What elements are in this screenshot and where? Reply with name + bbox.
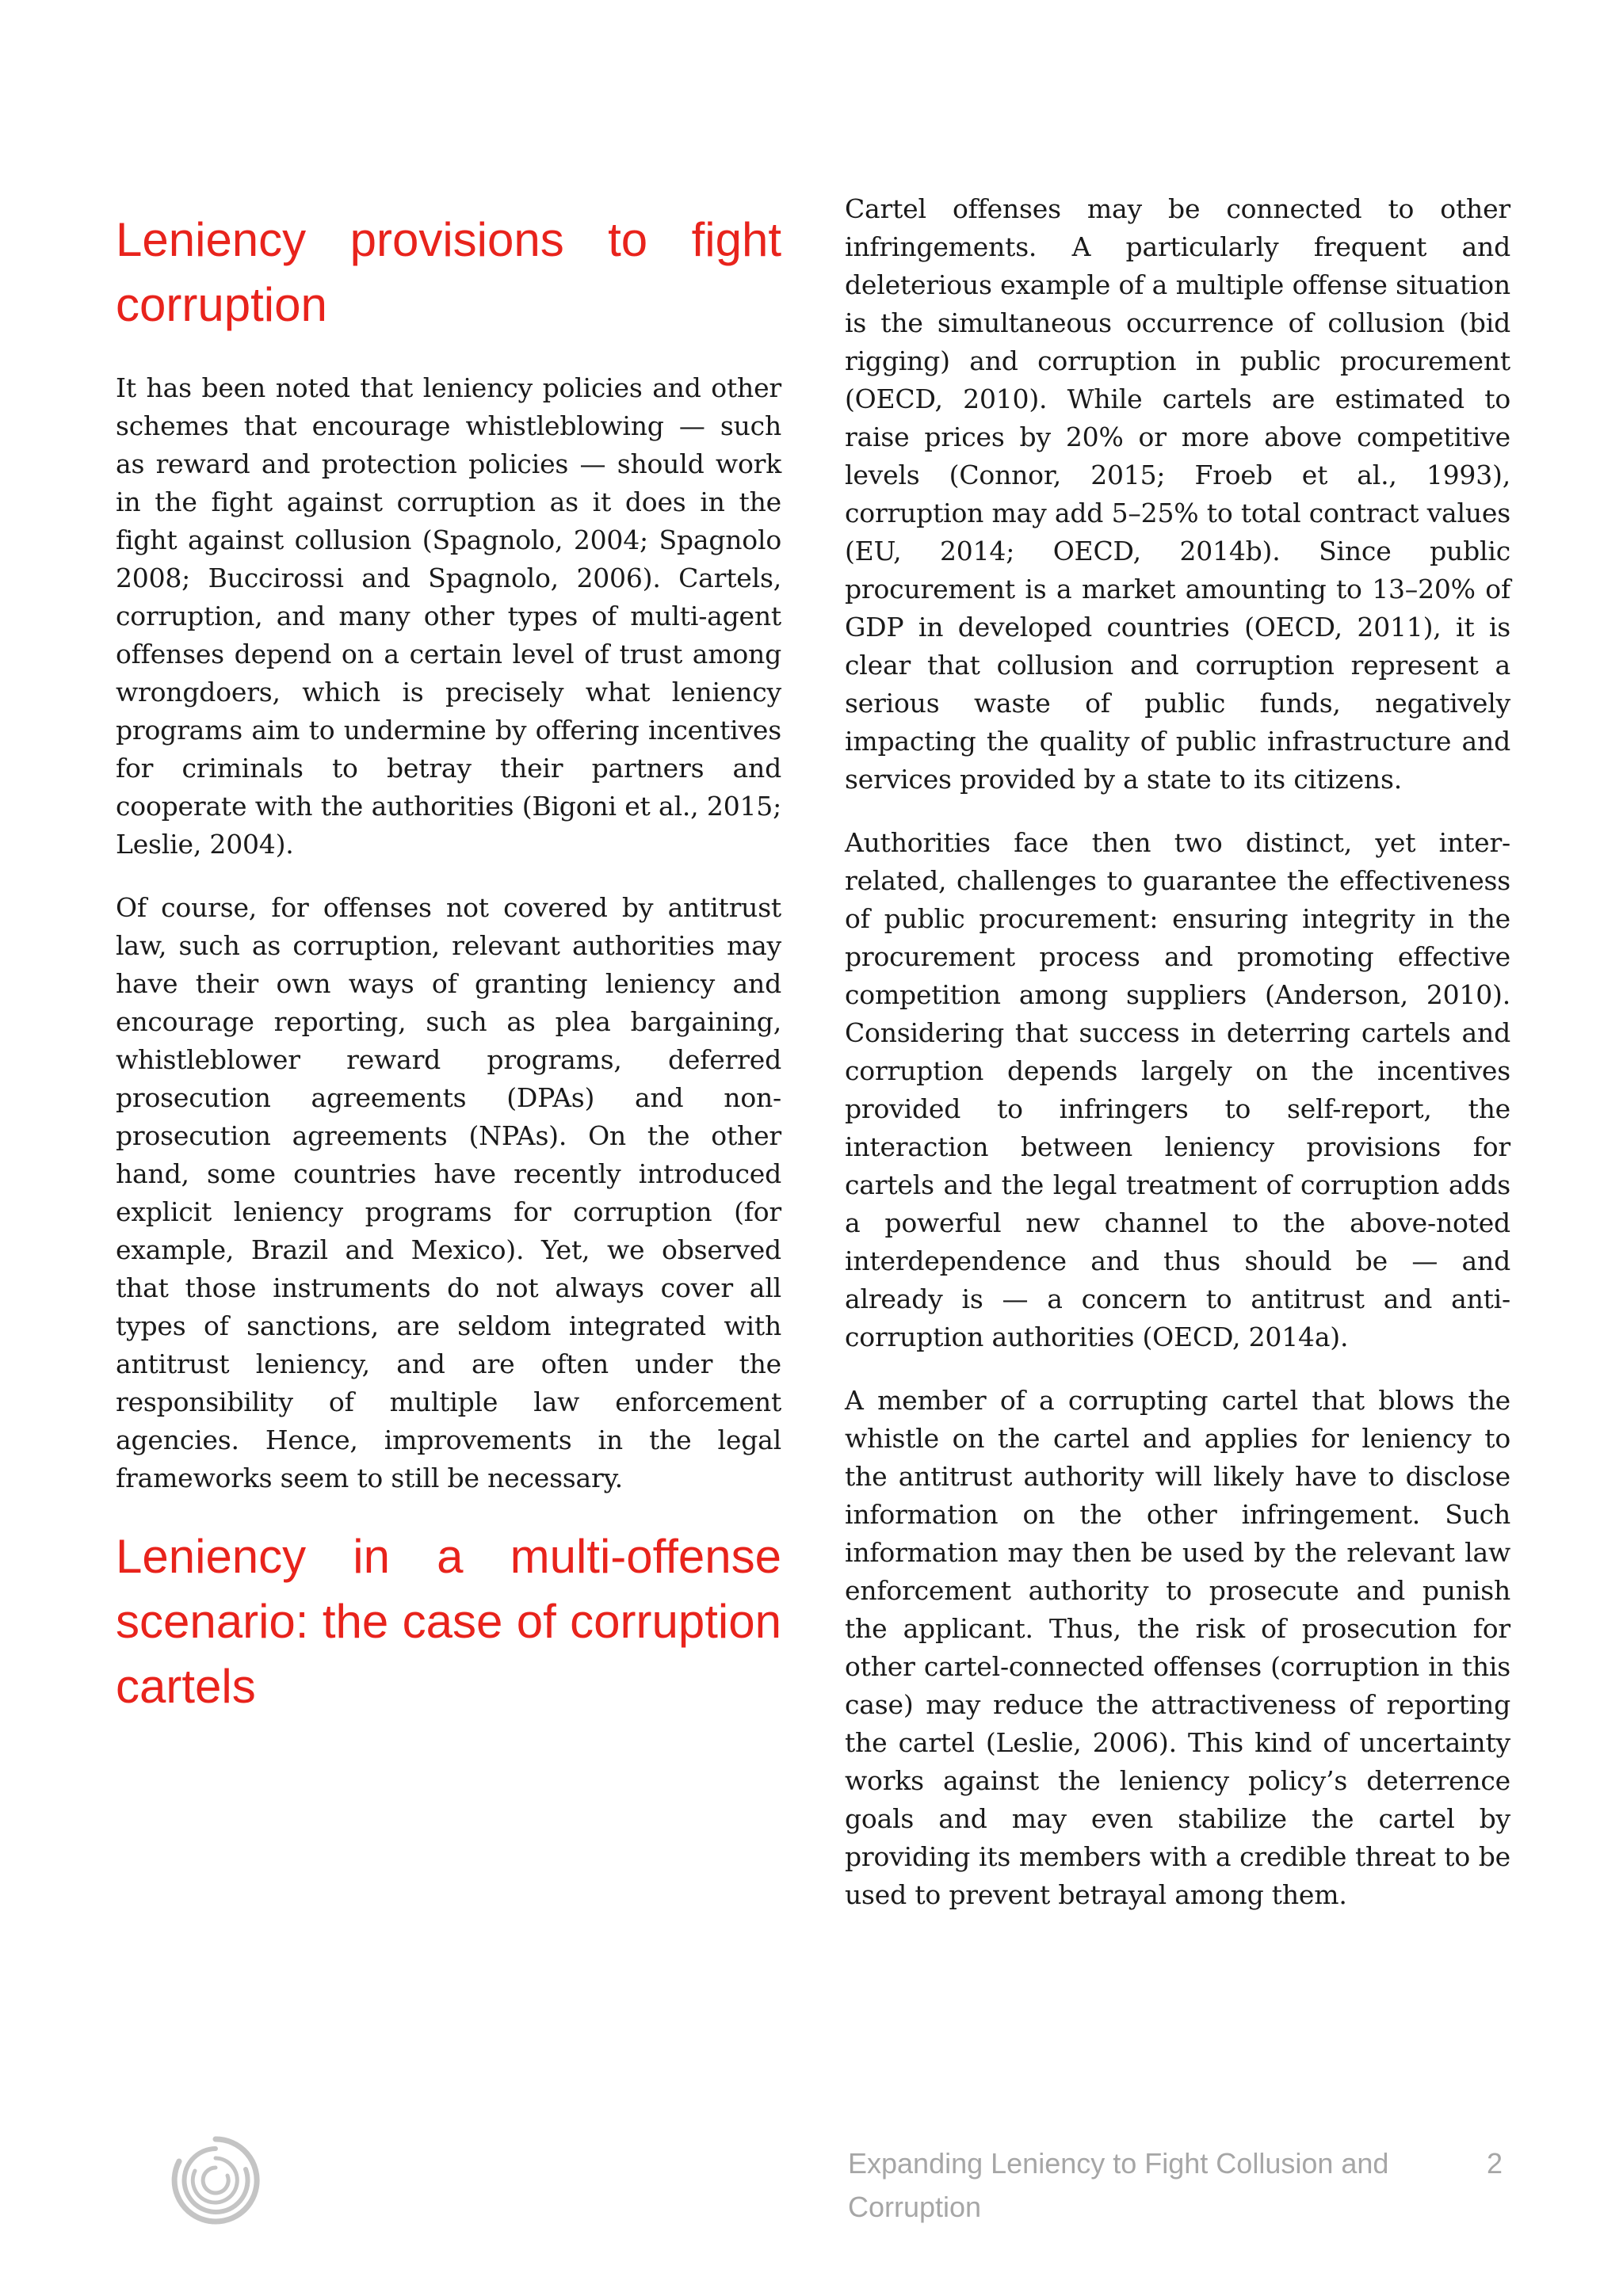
paragraph-leniency-policies: It has been noted that leniency policies and other schemes that encourage whistleblowing — such as reward and protection policies — should work in the fight against corruption as it does in the fight against collusion (Spagnolo, 2004; Spagnolo 2008; Buccirossi and Spagnolo, 2006). Cartels, corruption, and many other types of multi-agent offenses depend on a certain level of trust among wrongdoers, which is precisely what leniency programs aim to undermine by offering incentives for criminals to betray their partners and cooperate with the authorities (Bigoni et al., 2015; Leslie, 2004).: [116, 372, 781, 860]
paragraph-cartel-offenses: Cartel offenses may be connected to other infringements. A particularly frequent and deleterious example of a multiple offense situation is the simultaneous occurrence of collusion (bid rigging) and corruption in public procurement (OECD, 2010). While cartels are estimated to raise prices by 20% or more above competitive levels (Connor, 2015; Froeb et al., 1993), corruption may add 5–25% to total contract values (EU, 2014; OECD, 2014b). Since public procurement is a market amounting to 13–20% of GDP in developed countries (OECD, 2011), it is clear that collusion and corruption represent a serious waste of public funds, negatively impacting the quality of public infrastructure and services provided by a state to its citizens.: [845, 193, 1510, 795]
page-number: 2: [1487, 2147, 1503, 2180]
right-column: [845, 190, 1510, 1939]
section-heading-leniency-provisions: Leniency provisions to fight corruption: [116, 213, 781, 331]
paragraph-offenses-not-covered: Of course, for offenses not covered by antitrust law, such as corruption, relevant authorities may have their own ways of granting leniency and encourage reporting, such as plea bargaining, whistleblower reward programs, deferred prosecution agreements (DPAs) and non-prosecution agreements (NPAs). On the other hand, some countries have recently introduced explicit leniency programs for corruption (for example, Brazil and Mexico). Yet, we observed that those instruments do not always cover all types of sanctions, are seldom integrated with antitrust leniency, and are often under the responsibility of multiple law enforcement agencies. Hence, improvements in the legal frameworks seem to still be necessary.: [116, 892, 781, 1493]
section-heading-multi-offense: Leniency in a multi-offense scenario: the case of corruption cartels: [116, 1530, 781, 1713]
paragraph-corrupting-cartel-member: A member of a corrupting cartel that blows the whistle on the cartel and applies for leniency to the antitrust authority will likely have to disclose information on the other infringement. Such information may then be used by the relevant law enforcement authority to prosecute and punish the applicant. Thus, the risk of prosecution for other cartel-connected offenses (corruption in this case) may reduce the attractiveness of reporting the cartel (Leslie, 2006). This kind of uncertainty works against the leniency policy’s deterrence goals and may even stabilize the cartel by providing its members with a credible threat to be used to prevent betrayal among them.: [845, 1385, 1510, 1910]
concentric-circles-logo-icon: [168, 2133, 263, 2228]
footer-document-title: Expanding Leniency to Fight Collusion and Corruption: [848, 2147, 1389, 2223]
paragraph-authorities-face: Authorities face then two distinct, yet inter-related, challenges to guarantee the effectiveness of public procurement: ensuring integrity in the procurement process and promoting effective competition among suppliers (Anderson, 2010). Considering that success in deterring cartels and corruption depends largely on the incentives provided to infringers to self-report, the interaction between leniency provisions for cartels and the legal treatment of corruption adds a powerful new channel to the above-noted interdependence and thus should be — and already is — a concern to antitrust and anti-corruption authorities (OECD, 2014a).: [845, 827, 1510, 1352]
logo-svg: [168, 2133, 263, 2228]
left-column: [116, 190, 781, 1719]
